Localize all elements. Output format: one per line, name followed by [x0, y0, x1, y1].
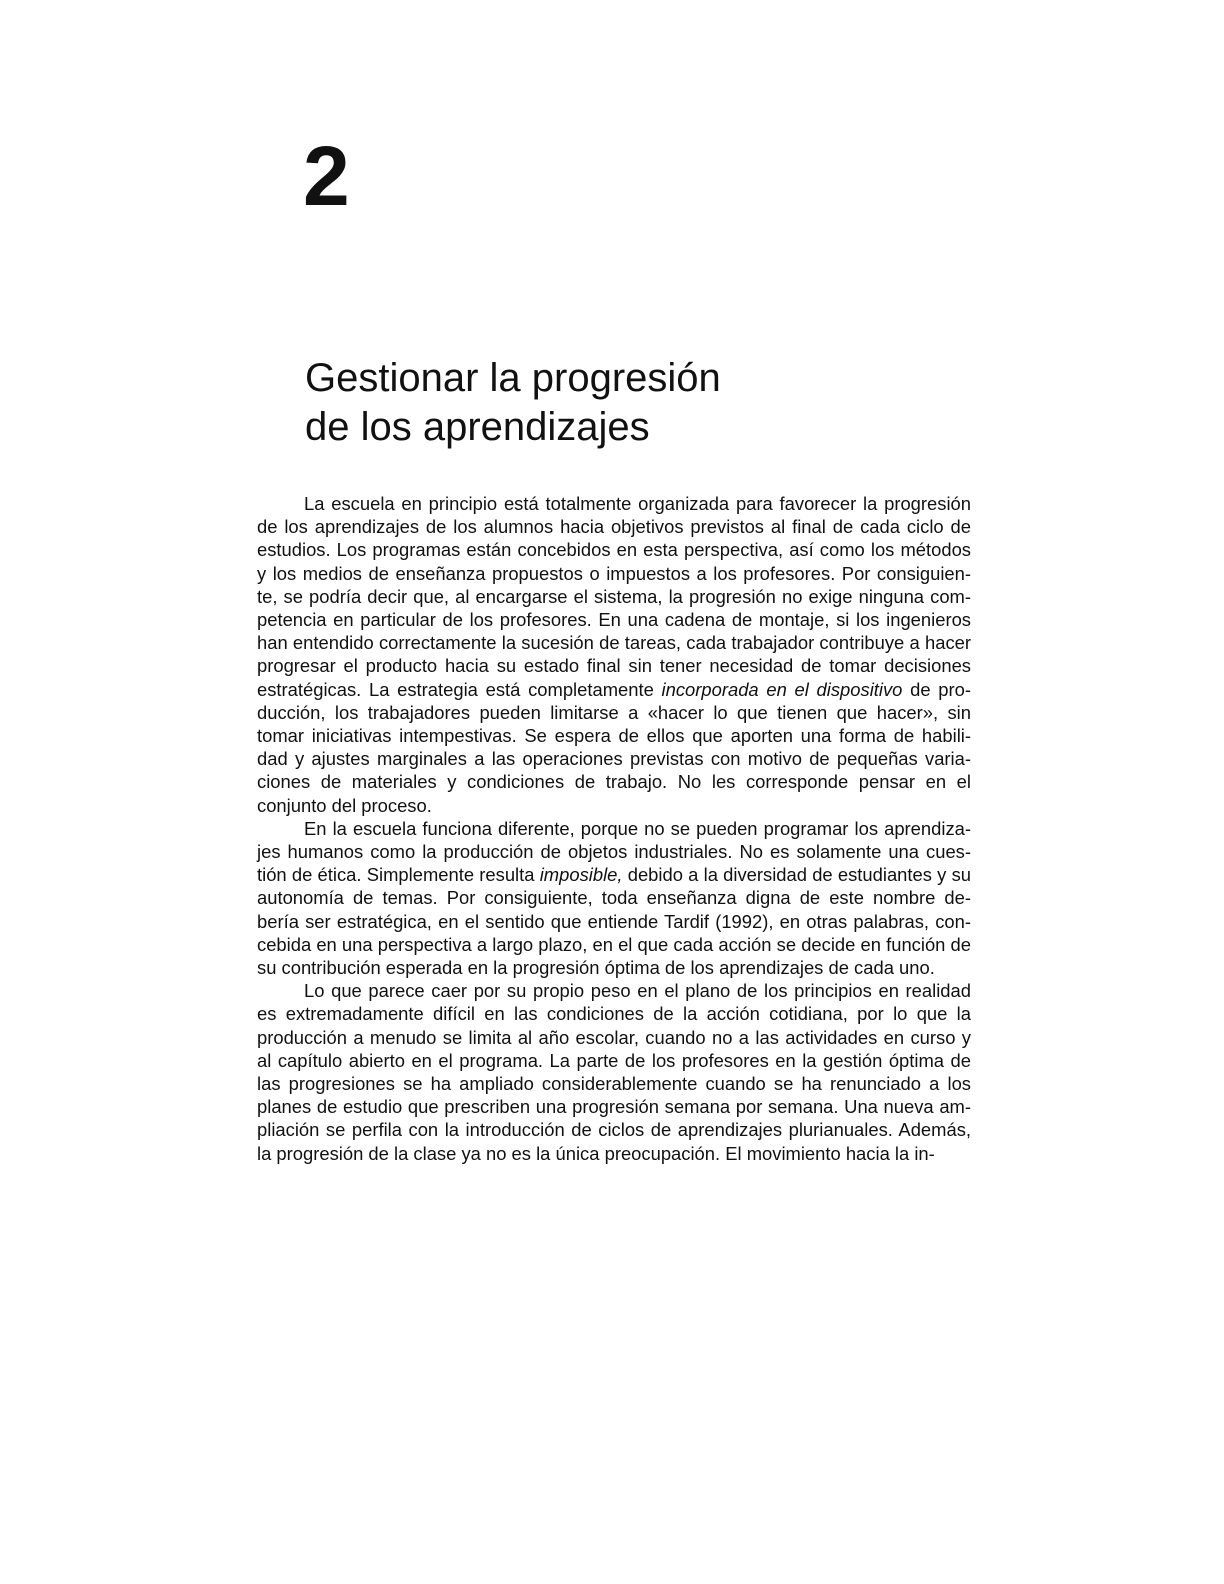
chapter-number: 2: [303, 129, 350, 223]
paragraph-2-text-b: debido a la diversidad de estudiantes y su autonomía de temas. Por consiguiente, toda enseñanza digna de este nombre de- bería ser estratégica, en el sentido que entiende Tardif (1992), en otras palabras, con- cebida en una perspectiva a largo plazo, en el que cada acción se decide en función de su contribución esperada en la progresión óptima de los aprendizajes de cada uno.: [257, 864, 972, 979]
paragraph-1-text-b: de pro- ducción, los trabajadores pueden limitarse a «hacer lo que tienen que hacer», sin tomar iniciativas intempestivas. Se espera de ellos que aporten una forma de habili- dad y ajustes marginales a las operaciones previstas con motivo de pequeñas varia- ciones de materiales y condiciones de trabajo. No les corresponde pensar en el conjunto del proceso.: [257, 678, 971, 816]
paragraph-2-text-a: En la escuela funciona diferente, porque no se pueden programar los aprendiza- jes humanos como la producción de objetos industriales. No es solamente una cues- tión de ética. Simplemente resulta: [257, 817, 971, 886]
paragraph-2-emphasis: imposible,: [539, 864, 623, 886]
paragraph-3: [257, 979, 971, 1165]
paragraph-1-emphasis: incorporada en el dispositivo: [661, 678, 903, 700]
chapter-title-line-2: de los aprendizajes: [305, 405, 650, 449]
paragraph-1-text-a: La escuela en principio está totalmente organizada para favorecer la progresión de los aprendizajes de los alumnos hacia objetivos previstos al final de cada ciclo de estudios. Los programas están concebidos en esta perspectiva, así como los métodos y los medios de enseñanza propuestos o impuestos a los profesores. Por consiguien- te, se podría decir que, al encargarse el sistema, la progresión no exige ninguna com- petencia en particular de los profesores. En una cadena de montaje, si los ingenieros han entendido correctamente la sucesión de tareas, cada trabajador contribuye a hacer progresar el producto hacia su estado final sin tener necesidad de tomar decisiones estratégicas. La estrategia está completamente: [257, 493, 971, 700]
chapter-title: [305, 354, 721, 452]
body-text: [257, 492, 971, 1165]
chapter-title-line-1: Gestionar la progresión: [305, 356, 721, 400]
paragraph-1: [257, 492, 971, 817]
paragraph-3-text: Lo que parece caer por su propio peso en el plano de los principios en realidad es extremadamente difícil en las condiciones de la acción cotidiana, por lo que la producción a menudo se limita al año escolar, cuando no a las actividades en curso y al capítulo abierto en el programa. La parte de los profesores en la gestión óptima de las progresiones se ha ampliado considerablemente cuando se ha renunciado a los planes de estudio que prescriben una progresión semana por semana. Una nueva am- pliación se perfila con la introducción de ciclos de aprendizajes plurianuales. Además, la progresión de la clase ya no es la única preocupación. El movimiento hacia la in-: [257, 980, 971, 1164]
paragraph-2: [257, 817, 971, 979]
